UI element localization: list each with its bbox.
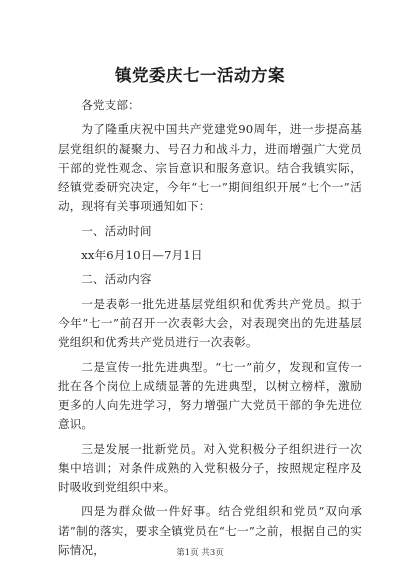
content-item-4: 四是为群众做一件好事。结合党组织和党员“双向承诺”制的落实，要求全镇党员在“七一”之前，根据自己的实际情况， <box>58 504 362 557</box>
document-body <box>58 96 362 565</box>
content-item-1: 一是表彰一批先进基层党组织和优秀共产党员。拟于今年“七一”前召开一次表彰大会，对表现突出的先进基层党组织和优秀共产党员进行一次表彰。 <box>58 296 362 350</box>
content-item-3: 三是发展一批新党员。对入党积极分子组织进行一次集中培训；对条件成熟的入党积极分子，按照规定程序及时吸收到党组织中来。 <box>58 441 362 494</box>
page-number: 第1页 共3页 <box>176 548 224 558</box>
section-heading-time: 一、活动时间 <box>81 223 152 238</box>
intro-paragraph: 为了隆重庆祝中国共产党建党90周年，进一步提高基层党组织的凝聚力、号召力和战斗力，进而增强广大党员干部的党性观念、宗旨意识和服务意识。结合我镇实际，经镇党委研究决定，今年“七一”期间组织开展“七个一”活动，现将有关事项通知如下： <box>58 122 362 214</box>
content-item-2: 二是宣传一批先进典型。“七一”前夕，发现和宣传一批在各个岗位上成绩显著的先进典型，以树立榜样，激励更多的人向先进学习，努力增强广大党员干部的争先进位意识。 <box>58 359 362 432</box>
document-title: 镇党委庆七一活动方案 <box>115 66 285 85</box>
salutation: 各党支部： <box>81 98 140 112</box>
section-heading-content: 二、活动内容 <box>81 272 152 287</box>
activity-date: xx年6月10日—7月1日 <box>81 247 203 262</box>
